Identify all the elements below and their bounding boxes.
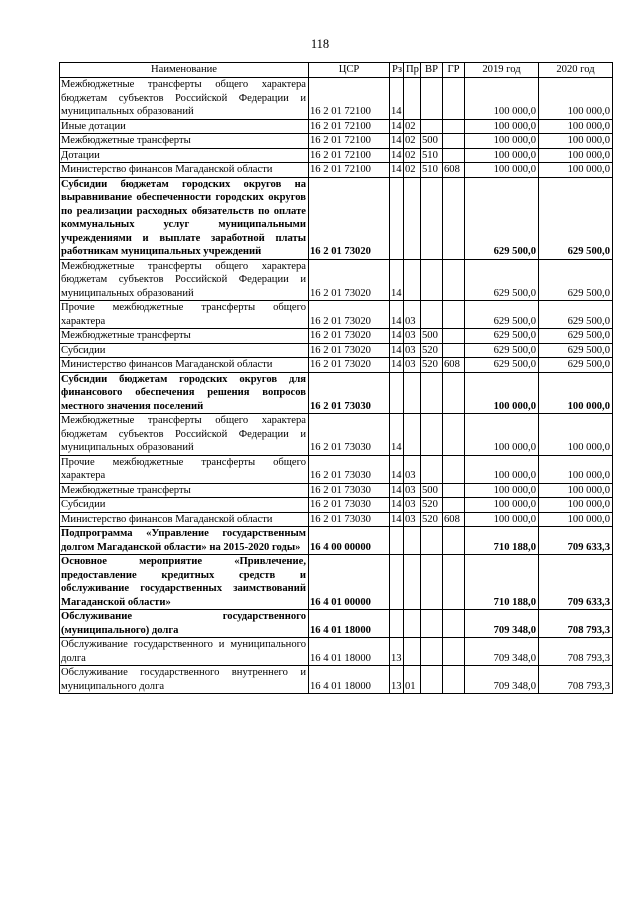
table-row <box>60 638 613 666</box>
cell-csr: 16 4 01 18000 <box>309 638 390 666</box>
cell-vr <box>421 414 443 456</box>
table-row <box>60 512 613 527</box>
cell-rz: 14 <box>391 344 402 356</box>
cell-pr: 03 <box>404 358 421 373</box>
table-row <box>60 610 613 638</box>
cell-y2020: 100 000,0 <box>539 512 613 527</box>
cell-gr <box>443 498 465 513</box>
cell-rz: 14 <box>391 499 402 510</box>
header-rz: Рз <box>390 63 404 78</box>
cell-gr <box>443 666 465 694</box>
cell-y2019: 100 000,0 <box>465 483 539 498</box>
cell-y2019: 709 348,0 <box>465 610 539 638</box>
table-row <box>60 177 613 259</box>
cell-csr: 16 2 01 72100 <box>309 134 390 149</box>
cell-csr: 16 2 01 73020 <box>309 343 390 358</box>
cell-rz: 14 <box>390 78 404 120</box>
header-pr: Пр <box>404 63 421 78</box>
cell-name: Межбюджетные трансферты <box>60 483 309 498</box>
table-row <box>60 78 613 120</box>
cell-name: Дотации <box>60 148 309 163</box>
cell-pr <box>404 610 421 638</box>
cell-rz: 14 <box>390 455 404 483</box>
cell-rz <box>390 177 404 259</box>
cell-rz: 13 <box>390 666 404 694</box>
cell-rz <box>390 372 404 414</box>
cell-gr <box>443 455 465 483</box>
cell-rz: 14 <box>391 120 402 132</box>
table-row <box>60 498 613 513</box>
cell-y2019: 100 000,0 <box>465 119 539 134</box>
cell-pr <box>404 78 421 120</box>
cell-y2019: 709 348,0 <box>465 638 539 666</box>
cell-csr: 16 2 01 73030 <box>309 512 390 527</box>
cell-pr: 03 <box>404 329 421 344</box>
cell-pr <box>404 555 421 610</box>
cell-y2019: 710 188,0 <box>465 555 539 610</box>
cell-y2020: 100 000,0 <box>539 414 613 456</box>
cell-vr <box>421 638 443 666</box>
cell-name: Межбюджетные трансферты общего характера бюджетам субъектов Российской Федерации и муниципальных образований <box>60 78 309 120</box>
cell-rz: 14 <box>390 301 404 329</box>
cell-rz: 14 <box>391 359 402 370</box>
cell-y2019: 709 348,0 <box>465 666 539 694</box>
cell-name: Межбюджетные трансферты <box>60 134 309 149</box>
cell-gr <box>443 259 465 301</box>
cell-vr: 520 <box>421 343 443 358</box>
budget-table <box>59 62 613 694</box>
cell-vr: 510 <box>421 148 443 163</box>
cell-pr: 02 <box>404 119 421 134</box>
cell-name: Основное мероприятие «Привлечение, предоставление кредитных средств и обслуживание государственных заимствований Магаданской области» <box>60 555 309 610</box>
cell-y2020: 708 793,3 <box>539 666 613 694</box>
cell-y2020: 709 633,3 <box>539 555 613 610</box>
table-row <box>60 343 613 358</box>
cell-rz: 14 <box>391 484 402 496</box>
cell-rz <box>390 610 404 638</box>
header-2020: 2020 год <box>539 63 613 78</box>
cell-y2019: 629 500,0 <box>465 358 539 373</box>
cell-y2019: 100 000,0 <box>465 163 539 178</box>
cell-vr: 500 <box>421 134 443 149</box>
cell-rz: 14 <box>391 149 402 161</box>
cell-name: Министерство финансов Магаданской области <box>60 512 309 527</box>
cell-vr: 520 <box>421 358 443 373</box>
cell-name: Прочие межбюджетные трансферты общего характера <box>60 455 309 483</box>
table-body <box>60 78 613 694</box>
table-row <box>60 414 613 456</box>
cell-csr: 16 2 01 73030 <box>309 498 390 513</box>
cell-gr <box>443 414 465 456</box>
cell-csr: 16 2 01 73020 <box>309 301 390 329</box>
cell-rz: 14 <box>390 259 404 301</box>
cell-name: Подпрограмма «Управление государственным долгом Магаданской области» на 2015-2020 годы» <box>60 527 309 555</box>
cell-pr: 03 <box>404 343 421 358</box>
cell-gr: 608 <box>443 512 465 527</box>
cell-y2020: 100 000,0 <box>539 148 613 163</box>
table-row <box>60 119 613 134</box>
cell-y2020: 100 000,0 <box>539 163 613 178</box>
cell-gr <box>443 329 465 344</box>
cell-csr: 16 2 01 73030 <box>309 483 390 498</box>
header-vr: ВР <box>421 63 443 78</box>
cell-csr: 16 2 01 72100 <box>309 78 390 120</box>
cell-y2019: 629 500,0 <box>465 343 539 358</box>
cell-csr: 16 2 01 73030 <box>309 455 390 483</box>
cell-vr <box>421 555 443 610</box>
cell-y2019: 100 000,0 <box>465 148 539 163</box>
cell-vr <box>421 455 443 483</box>
cell-name: Обслуживание государственного внутреннего и муниципального долга <box>60 666 309 694</box>
cell-pr: 01 <box>404 666 421 694</box>
table-row <box>60 163 613 178</box>
cell-gr <box>443 638 465 666</box>
cell-y2020: 629 500,0 <box>539 329 613 344</box>
cell-rz <box>390 555 404 610</box>
cell-pr <box>404 177 421 259</box>
cell-gr <box>443 527 465 555</box>
cell-csr: 16 2 01 73020 <box>309 329 390 344</box>
cell-vr <box>421 119 443 134</box>
cell-y2019: 710 188,0 <box>465 527 539 555</box>
cell-gr: 608 <box>443 358 465 373</box>
cell-y2019: 629 500,0 <box>465 259 539 301</box>
cell-vr <box>421 666 443 694</box>
cell-y2019: 100 000,0 <box>465 498 539 513</box>
cell-csr: 16 2 01 72100 <box>309 163 390 178</box>
cell-rz: 14 <box>391 330 402 341</box>
page-number: 118 <box>310 37 330 51</box>
header-csr: ЦСР <box>309 63 390 78</box>
cell-gr <box>443 483 465 498</box>
cell-csr: 16 2 01 72100 <box>309 148 390 163</box>
cell-name: Прочие межбюджетные трансферты общего характера <box>60 301 309 329</box>
header-name: Наименование <box>60 63 309 78</box>
cell-vr <box>421 78 443 120</box>
cell-csr: 16 4 01 18000 <box>309 666 390 694</box>
cell-vr: 520 <box>421 498 443 513</box>
cell-csr: 16 2 01 73020 <box>309 177 390 259</box>
table-row <box>60 329 613 344</box>
table-row <box>60 455 613 483</box>
cell-name: Субсидии <box>60 498 309 513</box>
cell-pr <box>404 414 421 456</box>
cell-gr <box>443 177 465 259</box>
cell-y2019: 629 500,0 <box>465 329 539 344</box>
table-row <box>60 555 613 610</box>
cell-name: Субсидии бюджетам городских округов для финансового обеспечения решения вопросов местного значения поселений <box>60 372 309 414</box>
cell-gr <box>443 343 465 358</box>
table-row <box>60 358 613 373</box>
cell-pr <box>404 527 421 555</box>
cell-csr: 16 4 01 00000 <box>309 555 390 610</box>
cell-gr: 608 <box>443 163 465 178</box>
cell-y2020: 708 793,3 <box>539 610 613 638</box>
cell-name: Межбюджетные трансферты общего характера бюджетам субъектов Российской Федерации и муниципальных образований <box>60 414 309 456</box>
cell-gr <box>443 555 465 610</box>
table-row <box>60 527 613 555</box>
cell-csr: 16 2 01 73020 <box>309 259 390 301</box>
cell-y2019: 100 000,0 <box>465 372 539 414</box>
cell-pr: 03 <box>404 455 421 483</box>
cell-csr: 16 2 01 73020 <box>309 358 390 373</box>
table-row <box>60 134 613 149</box>
cell-pr: 02 <box>404 134 421 149</box>
cell-y2020: 629 500,0 <box>539 358 613 373</box>
cell-y2019: 100 000,0 <box>465 414 539 456</box>
cell-y2020: 629 500,0 <box>539 177 613 259</box>
cell-csr: 16 2 01 73030 <box>309 372 390 414</box>
cell-y2019: 100 000,0 <box>465 455 539 483</box>
cell-y2019: 100 000,0 <box>465 134 539 149</box>
cell-pr <box>404 638 421 666</box>
cell-gr <box>443 119 465 134</box>
table-row <box>60 148 613 163</box>
table-row <box>60 666 613 694</box>
cell-vr: 500 <box>421 483 443 498</box>
cell-y2020: 100 000,0 <box>539 372 613 414</box>
cell-name: Межбюджетные трансферты общего характера бюджетам субъектов Российской Федерации и муниципальных образований <box>60 259 309 301</box>
cell-csr: 16 4 00 00000 <box>309 527 390 555</box>
table-row <box>60 259 613 301</box>
cell-vr: 520 <box>421 512 443 527</box>
cell-y2019: 100 000,0 <box>465 512 539 527</box>
header-2019: 2019 год <box>465 63 539 78</box>
cell-name: Обслуживание государственного и муниципального долга <box>60 638 309 666</box>
cell-name: Обслуживание государственного (муниципального) долга <box>60 610 309 638</box>
cell-csr: 16 4 01 18000 <box>309 610 390 638</box>
cell-name: Министерство финансов Магаданской области <box>60 358 309 373</box>
cell-y2020: 100 000,0 <box>539 498 613 513</box>
cell-pr: 03 <box>404 498 421 513</box>
cell-vr <box>421 301 443 329</box>
table-header-row <box>60 63 613 78</box>
cell-y2020: 629 500,0 <box>539 259 613 301</box>
table-row <box>60 483 613 498</box>
cell-name: Субсидии <box>60 343 309 358</box>
cell-y2019: 629 500,0 <box>465 301 539 329</box>
cell-pr: 03 <box>404 301 421 329</box>
cell-vr <box>421 259 443 301</box>
cell-y2020: 100 000,0 <box>539 134 613 149</box>
cell-pr: 03 <box>404 512 421 527</box>
cell-pr: 02 <box>404 148 421 163</box>
cell-gr <box>443 610 465 638</box>
cell-name: Субсидии бюджетам городских округов на выравнивание обеспеченности городских округов по реализации расходных обязательств по оплате коммунальных услуг муниципальными учреждениями и выплате заработной платы работникам муниципальных учреждений <box>60 177 309 259</box>
cell-pr: 02 <box>404 163 421 178</box>
cell-y2019: 100 000,0 <box>465 78 539 120</box>
cell-rz <box>390 527 404 555</box>
cell-name: Иные дотации <box>60 119 309 134</box>
cell-name: Министерство финансов Магаданской области <box>60 163 309 178</box>
cell-name: Межбюджетные трансферты <box>60 329 309 344</box>
cell-y2020: 100 000,0 <box>539 483 613 498</box>
cell-vr <box>421 610 443 638</box>
cell-gr <box>443 134 465 149</box>
cell-gr <box>443 78 465 120</box>
cell-vr <box>421 527 443 555</box>
cell-rz: 14 <box>391 164 402 175</box>
cell-y2020: 629 500,0 <box>539 343 613 358</box>
cell-pr <box>404 259 421 301</box>
cell-rz: 13 <box>390 638 404 666</box>
cell-vr <box>421 372 443 414</box>
header-gr: ГР <box>443 63 465 78</box>
cell-y2020: 709 633,3 <box>539 527 613 555</box>
cell-y2019: 629 500,0 <box>465 177 539 259</box>
cell-pr: 03 <box>404 483 421 498</box>
cell-rz: 14 <box>390 414 404 456</box>
cell-rz: 14 <box>391 513 402 525</box>
cell-rz: 14 <box>391 135 402 146</box>
cell-vr: 500 <box>421 329 443 344</box>
cell-csr: 16 2 01 72100 <box>309 119 390 134</box>
cell-gr <box>443 372 465 414</box>
cell-gr <box>443 148 465 163</box>
cell-y2020: 629 500,0 <box>539 301 613 329</box>
cell-pr <box>404 372 421 414</box>
cell-vr: 510 <box>421 163 443 178</box>
cell-y2020: 708 793,3 <box>539 638 613 666</box>
cell-y2020: 100 000,0 <box>539 119 613 134</box>
cell-vr <box>421 177 443 259</box>
cell-y2020: 100 000,0 <box>539 455 613 483</box>
table-row <box>60 372 613 414</box>
table-row <box>60 301 613 329</box>
cell-gr <box>443 301 465 329</box>
cell-y2020: 100 000,0 <box>539 78 613 120</box>
cell-csr: 16 2 01 73030 <box>309 414 390 456</box>
